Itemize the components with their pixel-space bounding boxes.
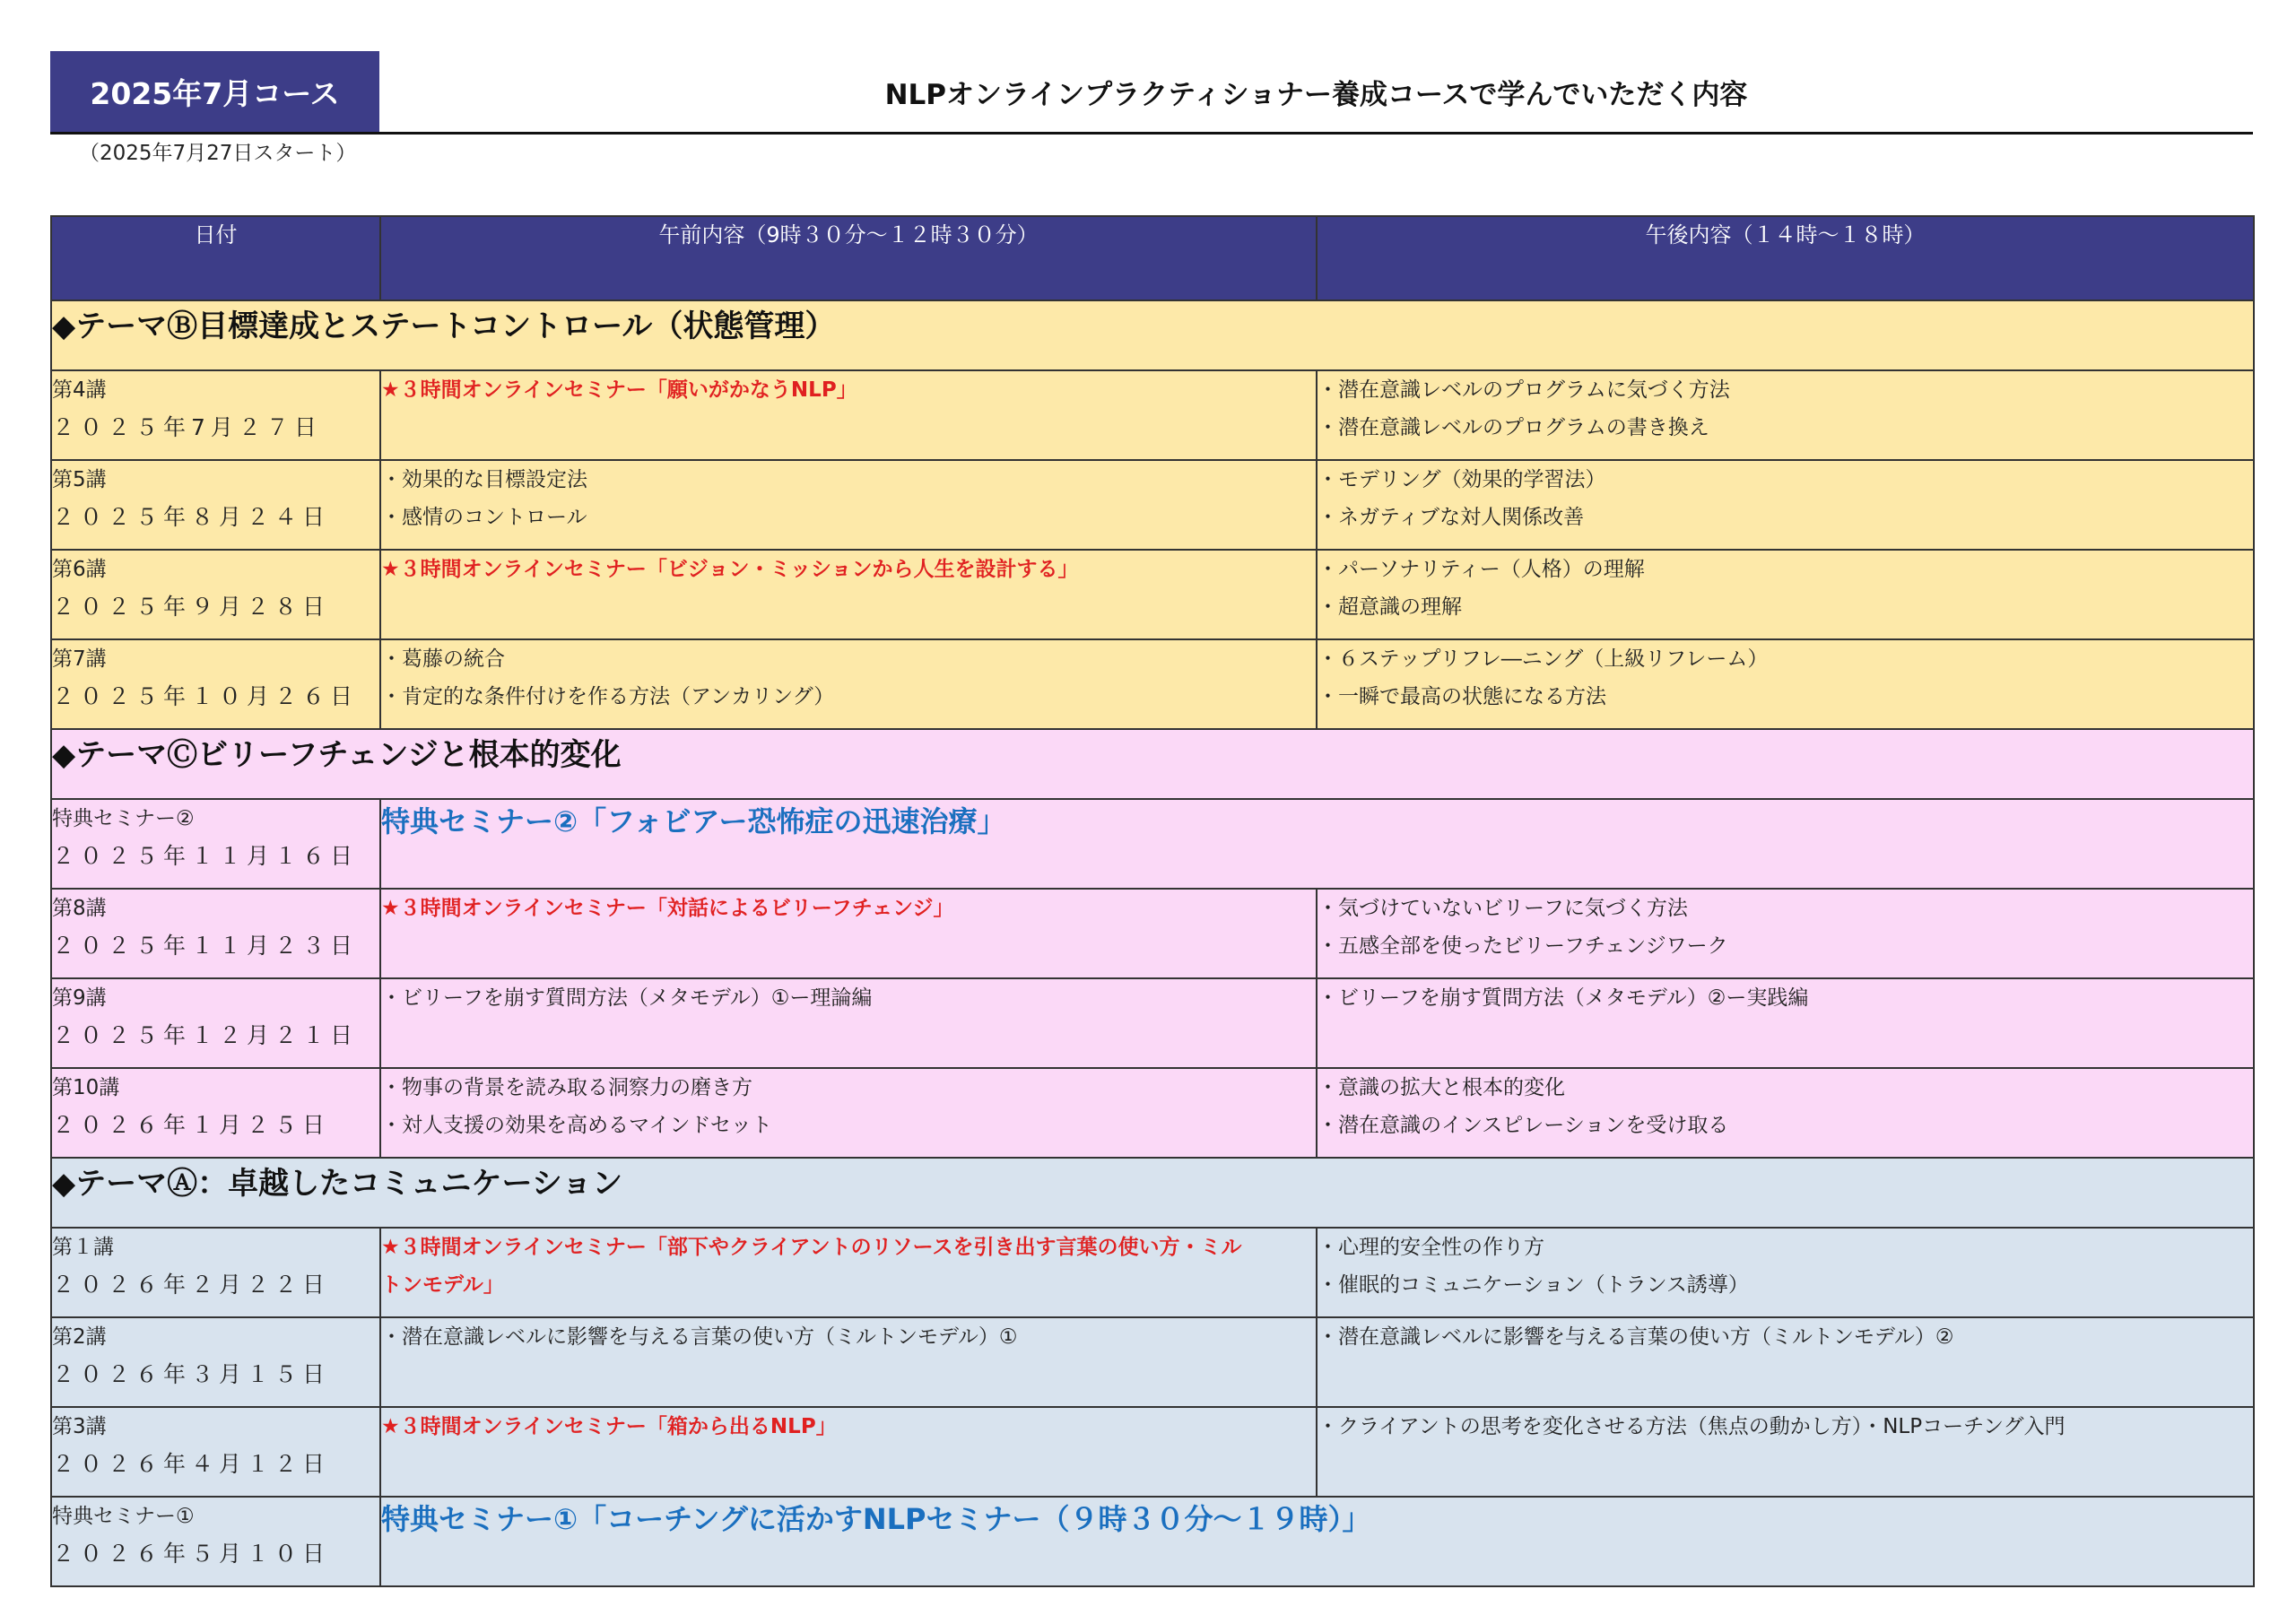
session-date-cell [51,460,380,550]
session-date-cell [51,370,380,460]
table-row [51,1317,2254,1407]
morning-content-line: ★３時間オンラインセミナー「願いがかなうNLP」 [381,378,857,402]
session-date: ２０２６年５月１０日 [52,1541,331,1567]
session-date-cell [51,799,380,889]
morning-content-cell [380,639,1317,729]
table-row [51,460,2254,550]
table-row [51,550,2254,639]
afternoon-content-cell [1317,550,2254,639]
afternoon-content-line: ・潜在意識レベルのプログラムに気づく方法 [1318,378,1730,402]
morning-content-line: トンモデル」 [381,1273,504,1297]
afternoon-content-cell [1317,460,2254,550]
session-date: ２０２５年９月２８日 [52,594,331,620]
afternoon-content-cell [1317,1317,2254,1407]
morning-content-line: ・葛藤の統合 [381,647,505,671]
table-row [51,889,2254,978]
afternoon-content-line: ・潜在意識レベルに影響を与える言葉の使い方（ミルトンモデル）② [1318,1325,1954,1349]
morning-content-cell [380,1068,1317,1158]
morning-content-cell [380,1317,1317,1407]
session-date: ２０２６年１月２５日 [52,1112,331,1138]
session-date-cell [51,889,380,978]
session-date-cell [51,1068,380,1158]
morning-content-line: ★３時間オンラインセミナー「ビジョン・ミッションから人生を設計する」 [381,558,1079,581]
bonus-seminar-cell [380,799,2254,889]
course-badge: 2025年7月コース [50,51,379,132]
bonus-seminar-title: 特典セミナー②「フォビアー恐怖症の迅速治療」 [381,804,1006,838]
morning-content-cell [380,370,1317,460]
afternoon-content-line: ・気づけていないビリーフに気づく方法 [1318,897,1688,920]
column-header-morning: 午前内容（9時３０分～１２時３０分） [380,216,1317,300]
afternoon-content-line: ・パーソナリティー（人格）の理解 [1318,558,1645,581]
session-label: 第8講 [52,897,107,920]
bonus-seminar-title: 特典セミナー①「コーチングに活かすNLPセミナー（９時３０分～１９時）」 [381,1502,1371,1536]
table-row [51,1228,2254,1317]
afternoon-content-line: ・催眠的コミュニケーション（トランス誘導） [1318,1273,1749,1297]
table-row [51,799,2254,889]
table-row [51,1068,2254,1158]
session-label: 第6講 [52,558,107,581]
session-date: ２０２６年３月１５日 [52,1361,331,1387]
afternoon-content-line: ・五感全部を使ったビリーフチェンジワーク [1318,934,1728,958]
session-date: ２０２５年１０月２６日 [52,683,359,709]
session-date: ２０２５年１２月２１日 [52,1022,359,1048]
document-header [50,51,2253,135]
session-date: ２０２６年４月１２日 [52,1451,331,1477]
start-date-note: （2025年7月27日スタート） [79,142,357,165]
afternoon-content-line: ・一瞬で最高の状態になる方法 [1318,685,1606,708]
morning-content-line: ★３時間オンラインセミナー「部下やクライアントのリソースを引き出す言葉の使い方・ミル [381,1236,1242,1259]
afternoon-content-line: ・潜在意識のインスピレーションを受け取る [1318,1114,1729,1137]
afternoon-content-cell [1317,1407,2254,1497]
afternoon-content-line: ・超意識の理解 [1318,595,1462,619]
table-row [51,1407,2254,1497]
session-date-cell [51,1317,380,1407]
theme-row [51,1158,2254,1228]
column-header-afternoon: 午後内容（１４時～１８時） [1317,216,2254,300]
session-label: 第2講 [52,1325,107,1349]
session-date-cell [51,978,380,1068]
theme-row [51,300,2254,370]
session-date-cell [51,1497,380,1586]
session-date-cell [51,1407,380,1497]
afternoon-content-cell [1317,370,2254,460]
morning-content-cell [380,550,1317,639]
morning-content-cell [380,460,1317,550]
morning-content-cell [380,1407,1317,1497]
theme-title: ◆テーマⒷ目標達成とステートコントロール（状態管理） [51,300,2254,370]
morning-content-line: ・潜在意識レベルに影響を与える言葉の使い方（ミルトンモデル）① [381,1325,1018,1349]
afternoon-content-line: ・潜在意識レベルのプログラムの書き換え [1318,416,1709,439]
afternoon-content-line: ・ネガティブな対人関係改善 [1318,506,1585,529]
session-label: 第10講 [52,1076,120,1099]
session-date: ２０２５年８月２４日 [52,504,331,530]
morning-content-line: ・感情のコントロール [381,506,587,529]
afternoon-content-line: ・６ステップリフレ―ニング（上級リフレーム） [1318,647,1769,671]
page-title: NLPオンラインプラクティショナー養成コースで学んでいただく内容 [884,78,1748,111]
morning-content-cell [380,889,1317,978]
morning-content-line: ・肯定的な条件付けを作る方法（アンカリング） [381,685,835,708]
bonus-seminar-cell [380,1497,2254,1586]
morning-content-line: ・物事の背景を読み取る洞察力の磨き方 [381,1076,752,1099]
session-label: 第5講 [52,468,107,491]
session-date-cell [51,550,380,639]
morning-content-cell [380,978,1317,1068]
column-header-date: 日付 [51,216,380,300]
afternoon-content-line: ・心理的安全性の作り方 [1318,1236,1544,1259]
afternoon-content-cell [1317,889,2254,978]
theme-title: ◆テーマⒸビリーフチェンジと根本的変化 [51,729,2254,799]
schedule-table [50,215,2255,1587]
afternoon-content-line: ・意識の拡大と根本的変化 [1318,1076,1565,1099]
session-date: ２０２５年7月２７日 [52,414,322,440]
session-label: 特典セミナー② [52,807,195,830]
session-date-cell [51,1228,380,1317]
table-row [51,370,2254,460]
table-row [51,639,2254,729]
morning-content-cell [380,1228,1317,1317]
session-date: ２０２６年２月２２日 [52,1272,331,1298]
morning-content-line: ・ビリーフを崩す質問方法（メタモデル）①ー理論編 [381,986,873,1010]
afternoon-content-cell [1317,1068,2254,1158]
session-label: 第１講 [52,1236,114,1259]
morning-content-line: ・効果的な目標設定法 [381,468,587,491]
afternoon-content-cell [1317,639,2254,729]
session-label: 第3講 [52,1415,107,1438]
afternoon-content-line: ・モデリング（効果的学習法） [1318,468,1606,491]
morning-content-line: ・対人支援の効果を高めるマインドセット [381,1114,772,1137]
session-label: 第4講 [52,378,107,402]
afternoon-content-cell [1317,978,2254,1068]
theme-row [51,729,2254,799]
theme-title: ◆テーマⒶ：卓越したコミュニケーション [51,1158,2254,1228]
session-label: 第7講 [52,647,107,671]
morning-content-line: ★３時間オンラインセミナー「対話によるビリーフチェンジ」 [381,897,954,920]
session-label: 特典セミナー① [52,1505,195,1528]
session-date-cell [51,639,380,729]
morning-content-line: ★３時間オンラインセミナー「箱から出るNLP」 [381,1415,837,1438]
afternoon-content-line: ・クライアントの思考を変化させる方法（焦点の動かし方）・NLPコーチング入門 [1318,1415,2066,1438]
session-date: ２０２５年１１月２３日 [52,933,359,959]
afternoon-content-cell [1317,1228,2254,1317]
session-label: 第9講 [52,986,107,1010]
afternoon-content-line: ・ビリーフを崩す質問方法（メタモデル）②ー実践編 [1318,986,1809,1010]
table-row [51,1497,2254,1586]
session-date: ２０２５年１１月１６日 [52,843,359,869]
table-row [51,978,2254,1068]
